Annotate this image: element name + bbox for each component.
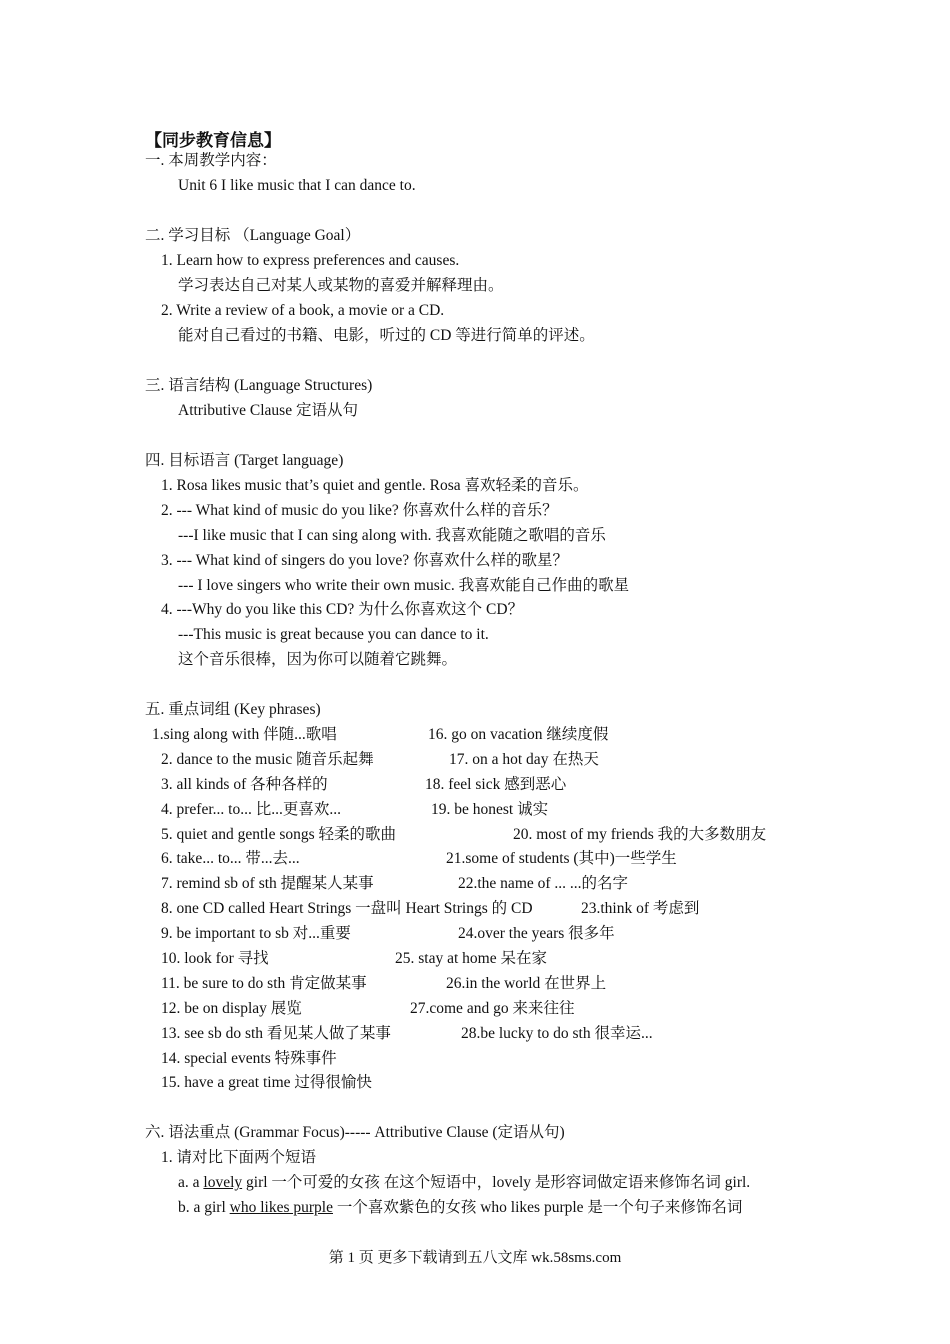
phrase-left: 8. one CD called Heart Strings 一盘叫 Heart Strings 的 CD xyxy=(161,900,533,917)
target-line: --- I love singers who write their own music. 我喜欢能自己作曲的歌星 xyxy=(178,577,630,594)
phrase-right: 18. feel sick 感到恶心 xyxy=(425,776,567,793)
example-a-rest: girl 一个可爱的女孩 在这个短语中，lovely 是形容词做定语来修饰名词 girl. xyxy=(242,1174,751,1191)
phrase-right: 20. most of my friends 我的大多数朋友 xyxy=(513,826,767,843)
goal-2-translation: 能对自己看过的书籍、电影，听过的 CD 等进行简单的评述。 xyxy=(178,327,595,344)
target-line: ---I like music that I can sing along with. 我喜欢能随之歌唱的音乐 xyxy=(178,527,606,544)
section-5-heading: 五. 重点词组 (Key phrases) xyxy=(145,701,321,718)
section-3-heading: 三. 语言结构 (Language Structures) xyxy=(145,377,373,394)
example-b-rest: 一个喜欢紫色的女孩 who likes purple 是一个句子来修饰名词 xyxy=(332,1199,743,1216)
section-2-heading: 二. 学习目标 （Language Goal） xyxy=(145,227,361,244)
phrase-right: 16. go on vacation 继续度假 xyxy=(428,726,609,743)
phrase-left: 14. special events 特殊事件 xyxy=(161,1050,337,1067)
section-1-heading: 一. 本周教学内容： xyxy=(145,152,277,169)
phrase-left: 4. prefer... to... 比...更喜欢... xyxy=(161,801,341,818)
goal-1-translation: 学习表达自己对某人或某物的喜爱并解释理由。 xyxy=(178,277,504,294)
phrase-left: 7. remind sb of sth 提醒某人某事 xyxy=(161,875,374,892)
example-b xyxy=(178,1198,742,1218)
example-a xyxy=(178,1173,750,1193)
target-line: 1. Rosa likes music that’s quiet and gentle. Rosa 喜欢轻柔的音乐。 xyxy=(161,477,589,494)
target-line: 4. ---Why do you like this CD? 为什么你喜欢这个 CD？ xyxy=(161,601,524,618)
phrase-right: 23.think of 考虑到 xyxy=(581,900,700,917)
phrase-right: 24.over the years 很多年 xyxy=(458,925,615,942)
phrase-left: 9. be important to sb 对...重要 xyxy=(161,925,351,942)
example-a-prefix: a. a xyxy=(178,1174,204,1191)
phrase-left: 15. have a great time 过得很愉快 xyxy=(161,1074,372,1091)
target-line: 2. --- What kind of music do you like? 你喜欢什么样的音乐？ xyxy=(161,502,558,519)
phrase-right: 21.some of students (其中)一些学生 xyxy=(446,850,677,867)
example-a-attribute: lovely xyxy=(203,1174,243,1191)
section-4-heading: 四. 目标语言 (Target language) xyxy=(145,452,344,469)
grammar-item-1: 1. 请对比下面两个短语 xyxy=(161,1149,317,1166)
section-6-heading: 六. 语法重点 (Grammar Focus)----- Attributive Clause (定语从句) xyxy=(145,1124,565,1141)
phrase-right: 22.the name of ... ...的名字 xyxy=(458,875,629,892)
phrase-left: 3. all kinds of 各种各样的 xyxy=(161,776,328,793)
page-footer: 第 1 页 更多下载请到五八文库 wk.58sms.com xyxy=(328,1250,622,1266)
phrase-right: 26.in the world 在世界上 xyxy=(446,975,607,992)
target-line: 这个音乐很棒，因为你可以随着它跳舞。 xyxy=(178,651,458,668)
page-title: 【同步教育信息】 xyxy=(145,131,281,150)
phrase-left: 1.sing along with 伴随...歌唱 xyxy=(152,726,337,743)
phrase-right: 27.come and go 来来往往 xyxy=(410,1000,575,1017)
phrase-right: 25. stay at home 呆在家 xyxy=(395,950,547,967)
section-3-content: Attributive Clause 定语从句 xyxy=(178,402,358,419)
goal-1: 1. Learn how to express preferences and causes. xyxy=(161,252,460,269)
target-line: ---This music is great because you can dance to it. xyxy=(178,626,489,643)
phrase-left: 2. dance to the music 随音乐起舞 xyxy=(161,751,374,768)
section-1-content: Unit 6 I like music that I can dance to. xyxy=(178,177,416,194)
phrase-right: 17. on a hot day 在热天 xyxy=(449,751,599,768)
phrase-right: 28.be lucky to do sth 很幸运... xyxy=(461,1025,653,1042)
phrase-left: 12. be on display 展览 xyxy=(161,1000,302,1017)
target-line: 3. --- What kind of singers do you love? 你喜欢什么样的歌星？ xyxy=(161,552,568,569)
example-b-prefix: b. a girl xyxy=(178,1199,230,1216)
phrase-left: 11. be sure to do sth 肯定做某事 xyxy=(161,975,367,992)
phrase-left: 5. quiet and gentle songs 轻柔的歌曲 xyxy=(161,826,397,843)
phrase-right: 19. be honest 诚实 xyxy=(431,801,549,818)
example-b-clause: who likes purple xyxy=(229,1199,333,1216)
phrase-left: 13. see sb do sth 看见某人做了某事 xyxy=(161,1025,391,1042)
phrase-left: 10. look for 寻找 xyxy=(161,950,269,967)
phrase-left: 6. take... to... 带...去... xyxy=(161,850,300,867)
goal-2: 2. Write a review of a book, a movie or a CD. xyxy=(161,302,445,319)
